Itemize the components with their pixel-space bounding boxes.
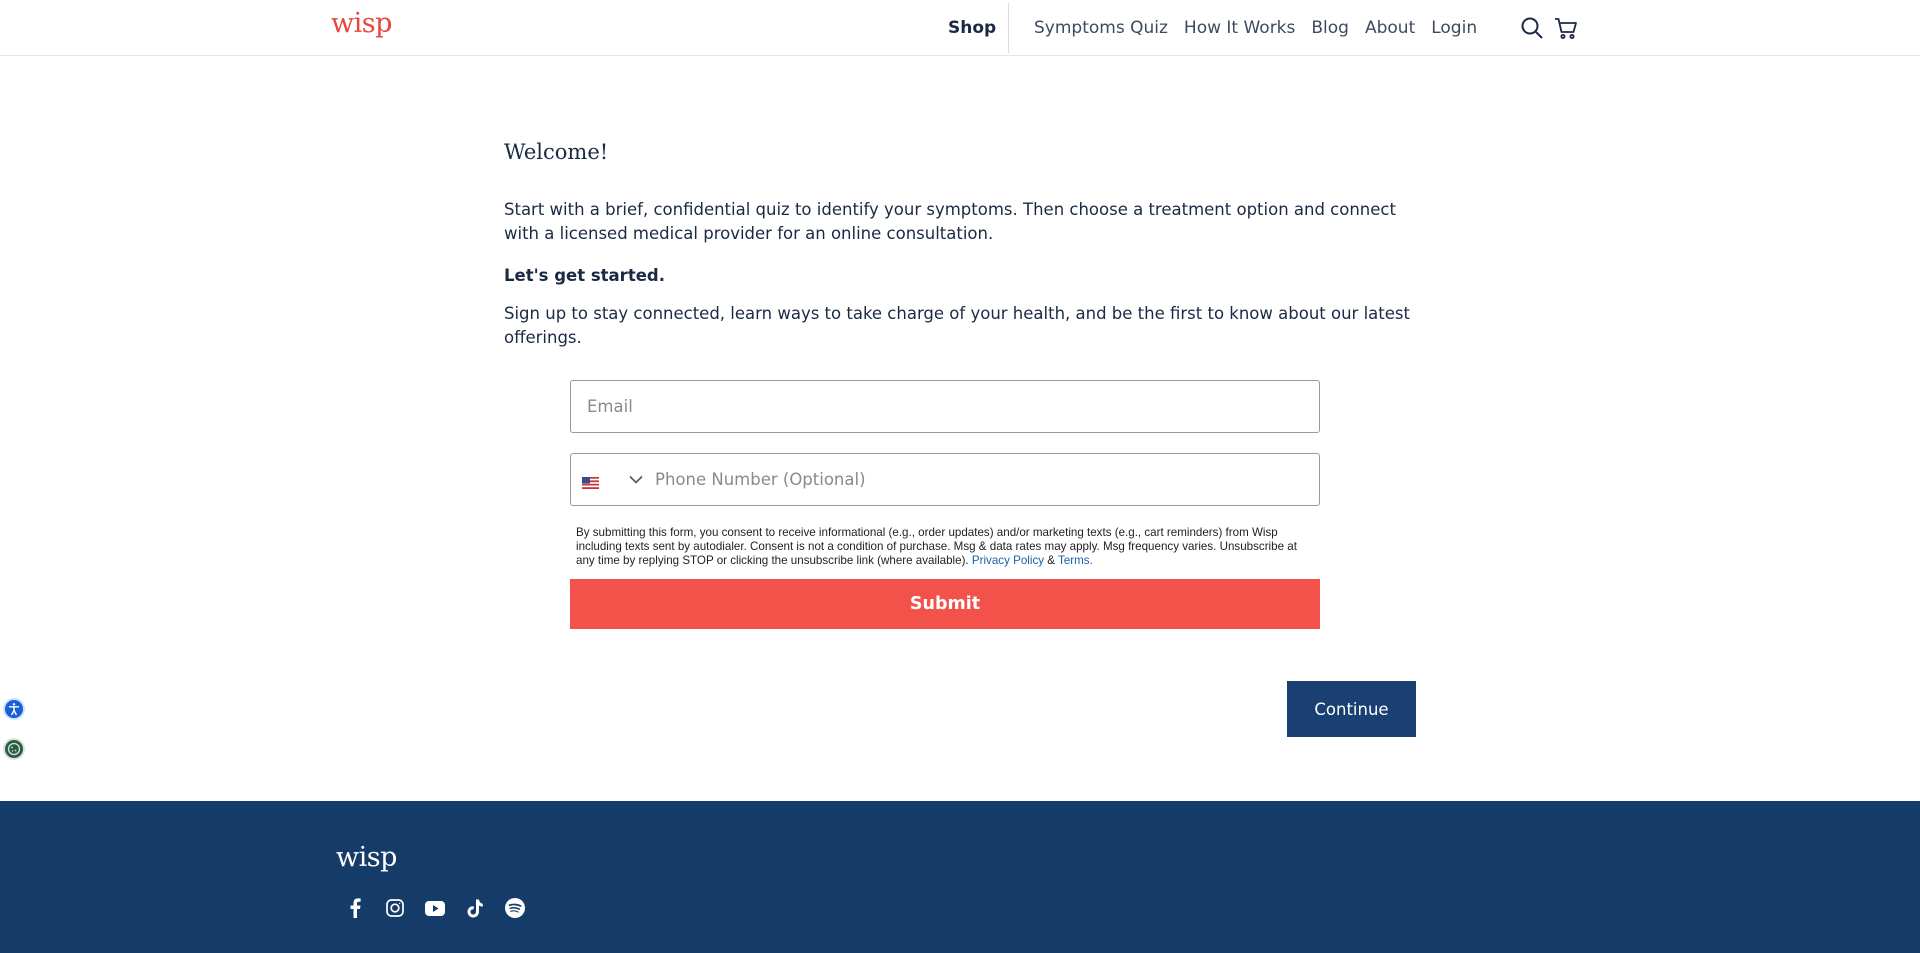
youtube-icon[interactable] bbox=[424, 897, 446, 919]
consent-ampersand: & bbox=[1047, 554, 1056, 567]
facebook-icon[interactable] bbox=[344, 897, 366, 919]
lets-get-started-text: Let's get started. bbox=[504, 266, 665, 285]
consent-body: By submitting this form, you consent to receive informational (e.g., order updates) and/or marketing texts (e.g., cart reminders) from Wisp including texts sent by autodialer. Consent is not a condition of purchase. Msg & data rates may apply. Msg frequency varies. Unsubscribe at any time by replying STOP or clicking the unsubscribe link (where available). bbox=[576, 526, 1297, 567]
terms-link[interactable]: Terms. bbox=[1058, 554, 1093, 567]
tiktok-icon[interactable] bbox=[464, 897, 486, 919]
wisp-logo[interactable]: wisp bbox=[331, 8, 392, 39]
spotify-icon[interactable] bbox=[504, 897, 526, 919]
accessibility-icon[interactable] bbox=[3, 698, 25, 720]
intro-text: Start with a brief, confidential quiz to identify your symptoms. Then choose a treatment option and connect with a licensed medical provider for an online consultation. bbox=[504, 200, 1396, 243]
nav-symptoms-quiz[interactable]: Symptoms Quiz bbox=[1034, 18, 1168, 38]
nav-divider bbox=[1008, 3, 1009, 53]
site-footer bbox=[0, 801, 1920, 953]
social-links bbox=[344, 897, 526, 919]
footer-logo[interactable]: wisp bbox=[336, 842, 397, 873]
email-field[interactable] bbox=[570, 380, 1320, 433]
us-flag-icon[interactable] bbox=[582, 474, 599, 486]
search-icon[interactable] bbox=[1519, 15, 1545, 41]
site-header bbox=[0, 0, 1920, 56]
signup-text: Sign up to stay connected, learn ways to take charge of your health, and be the first to know about our latest offerings. bbox=[504, 304, 1410, 347]
main-content bbox=[504, 140, 1416, 347]
phone-field[interactable] bbox=[570, 453, 1320, 506]
continue-button[interactable]: Continue bbox=[1287, 681, 1416, 737]
submit-button[interactable]: Submit bbox=[570, 579, 1320, 629]
nav-blog[interactable]: Blog bbox=[1311, 18, 1349, 38]
cart-icon[interactable] bbox=[1553, 15, 1579, 41]
phone-placeholder: Phone Number (Optional) bbox=[655, 470, 866, 489]
nav-about[interactable]: About bbox=[1364, 18, 1416, 38]
chevron-down-icon[interactable] bbox=[627, 471, 645, 489]
nav-shop[interactable]: Shop bbox=[948, 18, 997, 38]
page-title: Welcome! bbox=[504, 140, 609, 164]
cookie-settings-icon[interactable] bbox=[3, 738, 25, 760]
consent-text bbox=[576, 526, 1316, 568]
privacy-policy-link[interactable]: Privacy Policy bbox=[971, 554, 1045, 567]
email-placeholder: Email bbox=[587, 397, 633, 416]
nav-login[interactable]: Login bbox=[1431, 18, 1478, 38]
nav-how-it-works[interactable]: How It Works bbox=[1183, 18, 1296, 38]
main-nav bbox=[1034, 0, 1477, 56]
instagram-icon[interactable] bbox=[384, 897, 406, 919]
